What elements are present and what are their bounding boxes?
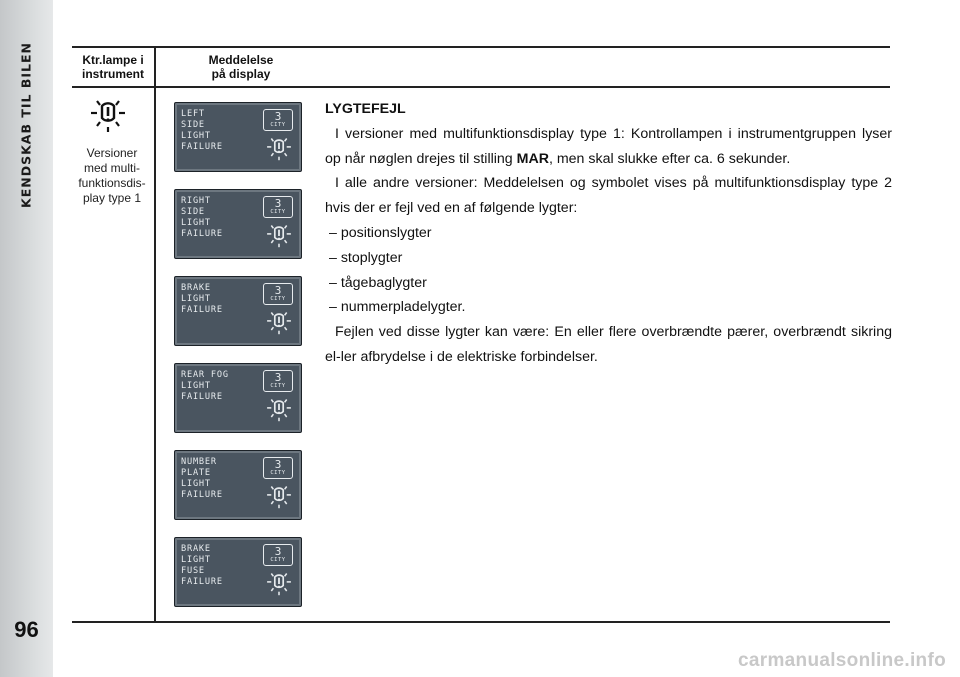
gear-city-indicator: 3 CITY [263, 196, 293, 218]
display-number-plate-light: NUMBER PLATE LIGHT FAILURE 3 CITY [174, 450, 302, 520]
table-header-rule [72, 86, 890, 88]
gear-city-indicator: 3 CITY [263, 544, 293, 566]
gear-city-indicator: 3 CITY [263, 370, 293, 392]
display-left-side-light: LEFT SIDE LIGHT FAILURE 3 CITY [174, 102, 302, 172]
lamp-caption: Versioner med multi- funktionsdis- play type 1 [78, 146, 146, 205]
display-right-side-light: RIGHT SIDE LIGHT FAILURE 3 CITY [174, 189, 302, 259]
watermark: carmanualsonline.info [738, 650, 946, 671]
exterior-light-failure-icon [88, 96, 128, 136]
list-item: – nummerpladelygter. [329, 299, 466, 316]
paragraph-1: I versioner med multifunktionsdisplay type 1: Kontrollampen i instrumentgruppen lyser op når nøglen drejes til stilling MAR, men skal slukke efter ca. 6 sekunder. [325, 125, 892, 167]
paragraph-3: Fejlen ved disse lygter kan være: En eller flere overbrændte pærer, overbrændt sikring el-ler afbrydelse i de elektriske forbindelser. [325, 324, 892, 365]
light-failure-icon [265, 483, 293, 511]
column-divider [154, 46, 156, 622]
display-brake-light: BRAKE LIGHT FAILURE 3 CITY [174, 276, 302, 346]
table-top-rule [72, 46, 890, 48]
list-item: – stoplygter [329, 249, 403, 266]
section-title: KENDSKAB TIL BILEN [18, 42, 34, 208]
light-failure-icon [265, 396, 293, 424]
column-header-display: Meddelelse på display [208, 53, 274, 81]
description-text [325, 97, 892, 370]
gear-city-indicator: 3 CITY [263, 283, 293, 305]
table-bottom-rule [72, 621, 890, 623]
light-failure-icon [265, 309, 293, 337]
list-item: – tågebaglygter [329, 274, 427, 291]
light-failure-icon [265, 222, 293, 250]
page-number: 96 [14, 617, 39, 642]
display-rear-fog-light: REAR FOG LIGHT FAILURE 3 CITY [174, 363, 302, 433]
display-brake-light-fuse: BRAKE LIGHT FUSE FAILURE 3 CITY [174, 537, 302, 607]
light-failure-icon [265, 570, 293, 598]
gear-city-indicator: 3 CITY [263, 109, 293, 131]
light-failure-icon [265, 135, 293, 163]
list-item: – positionslygter [329, 224, 432, 241]
gear-city-indicator: 3 CITY [263, 457, 293, 479]
sidebar [0, 0, 53, 677]
column-header-lamp: Ktr.lampe i instrument [81, 53, 144, 81]
section-heading: LYGTEFEJL [325, 101, 406, 117]
paragraph-2: I alle andre versioner: Meddelelsen og symbolet vises på multifunktionsdisplay type 2 hvis der er fejl ved en af følgende lygter: [325, 175, 892, 217]
